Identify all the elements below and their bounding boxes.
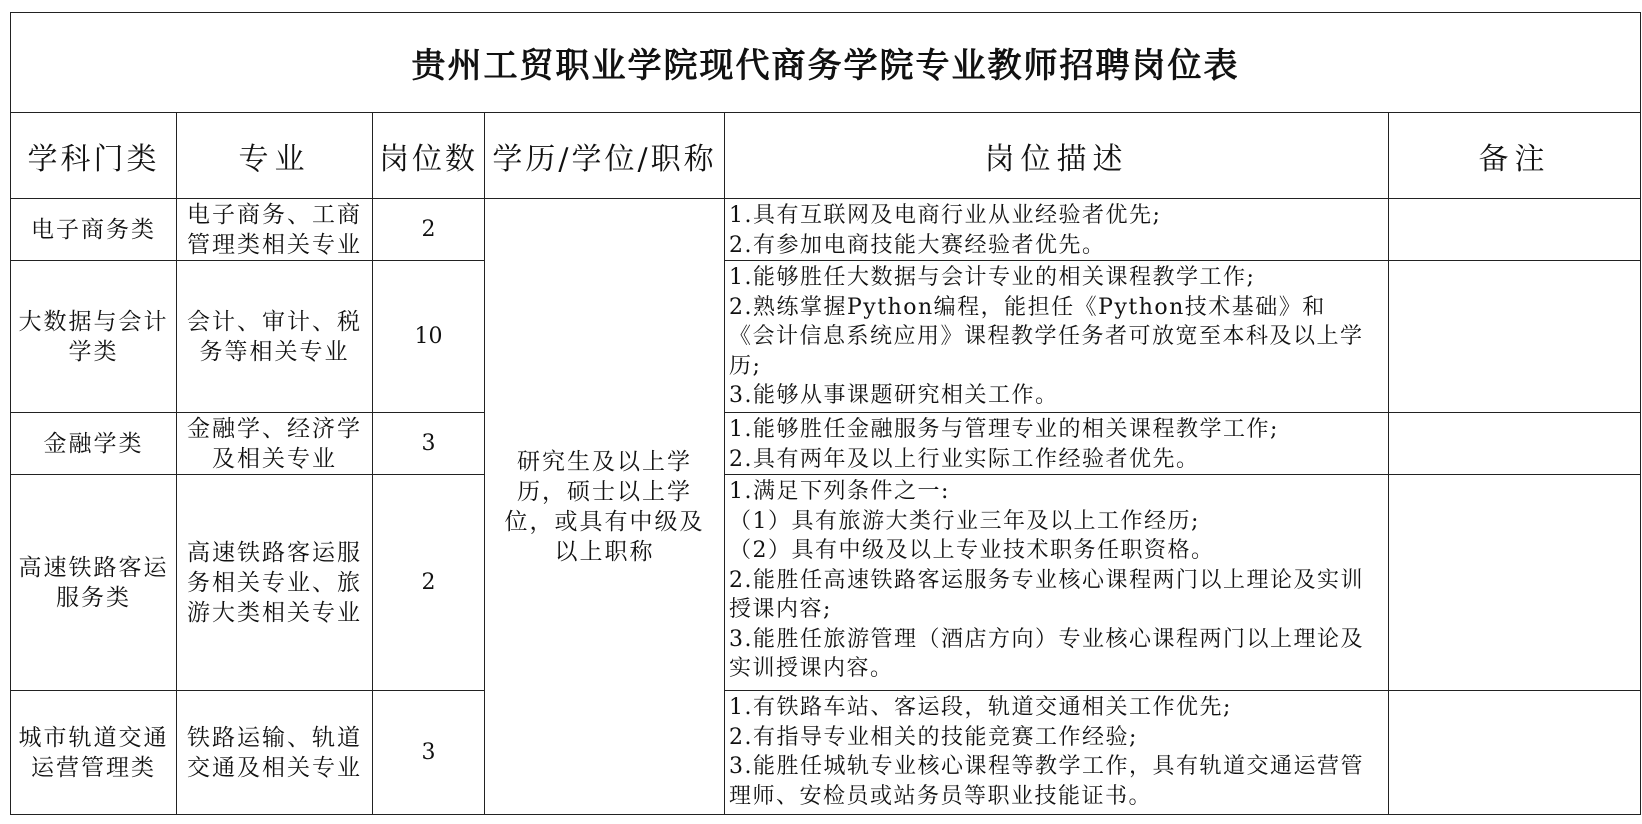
- count-cell: 2: [373, 475, 485, 691]
- major-cell: 铁路运输、轨道交通及相关专业: [177, 691, 373, 815]
- description-line: 2.熟练掌握Python编程，能担任《Python技术基础》和《会计信息系统应用》课程教学任务者可放宽至本科及以上学历;: [729, 294, 1364, 379]
- major-cell: 会计、审计、税务等相关专业: [177, 261, 373, 413]
- description-line: 2.能胜任高速铁路客运服务专业核心课程两门以上理论及实训授课内容;: [729, 567, 1364, 622]
- description-line: 2.有参加电商技能大赛经验者优先。: [729, 232, 1106, 258]
- table-title: 贵州工贸职业学院现代商务学院专业教师招聘岗位表: [11, 13, 1641, 113]
- title-row: [11, 13, 1641, 113]
- description-line: 1.有铁路车站、客运段，轨道交通相关工作优先;: [729, 695, 1232, 720]
- description-line: （2）具有中级及以上专业技术职务任职资格。: [729, 538, 1215, 563]
- description-cell: [725, 199, 1389, 261]
- count-cell: 3: [373, 413, 485, 475]
- category-cell: 城市轨道交通运营管理类: [11, 691, 177, 815]
- description-cell: [725, 413, 1389, 475]
- major-cell: 电子商务、工商管理类相关专业: [177, 199, 373, 261]
- remarks-cell: [1389, 691, 1641, 815]
- description-line: 1.具有互联网及电商行业从业经验者优先;: [729, 203, 1162, 228]
- header-row: [11, 113, 1641, 199]
- category-cell: 电子商务类: [11, 199, 177, 261]
- recruitment-sheet: [10, 12, 1640, 824]
- header-remarks: 备注: [1389, 113, 1641, 199]
- description-line: 1.能够胜任大数据与会计专业的相关课程教学工作;: [729, 265, 1256, 290]
- table-row: [11, 475, 1641, 691]
- header-count: 岗位数: [373, 113, 485, 199]
- remarks-cell: [1389, 475, 1641, 691]
- description-cell: [725, 691, 1389, 815]
- header-education: 学历/学位/职称: [485, 113, 725, 199]
- count-cell: 2: [373, 199, 485, 261]
- remarks-cell: [1389, 413, 1641, 475]
- education-cell: 研究生及以上学历，硕士以上学位，或具有中级及以上职称: [485, 199, 725, 815]
- count-cell: 3: [373, 691, 485, 815]
- table-row: [11, 413, 1641, 475]
- table-row: [11, 261, 1641, 413]
- description-line: 3.能胜任城轨专业核心课程等教学工作，具有轨道交通运营管理师、安检员或站务员等职业技能证书。: [729, 754, 1364, 809]
- description-cell: [725, 261, 1389, 413]
- description-line: 3.能够从事课题研究相关工作。: [729, 383, 1059, 408]
- table-row: [11, 199, 1641, 261]
- description-line: 1.能够胜任金融服务与管理专业的相关课程教学工作;: [729, 417, 1279, 442]
- category-cell: 高速铁路客运服务类: [11, 475, 177, 691]
- remarks-cell: [1389, 261, 1641, 413]
- description-line: 3.能胜任旅游管理（酒店方向）专业核心课程两门以上理论及实训授课内容。: [729, 626, 1364, 681]
- header-description: 岗位描述: [725, 113, 1389, 199]
- description-line: 1.满足下列条件之一:: [729, 479, 950, 504]
- recruitment-table: [10, 12, 1641, 815]
- remarks-cell: [1389, 199, 1641, 261]
- description-line: 2.有指导专业相关的技能竞赛工作经验;: [729, 724, 1138, 750]
- header-category: 学科门类: [11, 113, 177, 199]
- header-major: 专业: [177, 113, 373, 199]
- category-cell: 金融学类: [11, 413, 177, 475]
- table-row: [11, 691, 1641, 815]
- major-cell: 高速铁路客运服务相关专业、旅游大类相关专业: [177, 475, 373, 691]
- major-cell: 金融学、经济学及相关专业: [177, 413, 373, 475]
- description-line: 2.具有两年及以上行业实际工作经验者优先。: [729, 446, 1200, 472]
- description-cell: [725, 475, 1389, 691]
- description-line: （1）具有旅游大类行业三年及以上工作经历;: [729, 508, 1200, 534]
- count-cell: 10: [373, 261, 485, 413]
- category-cell: 大数据与会计学类: [11, 261, 177, 413]
